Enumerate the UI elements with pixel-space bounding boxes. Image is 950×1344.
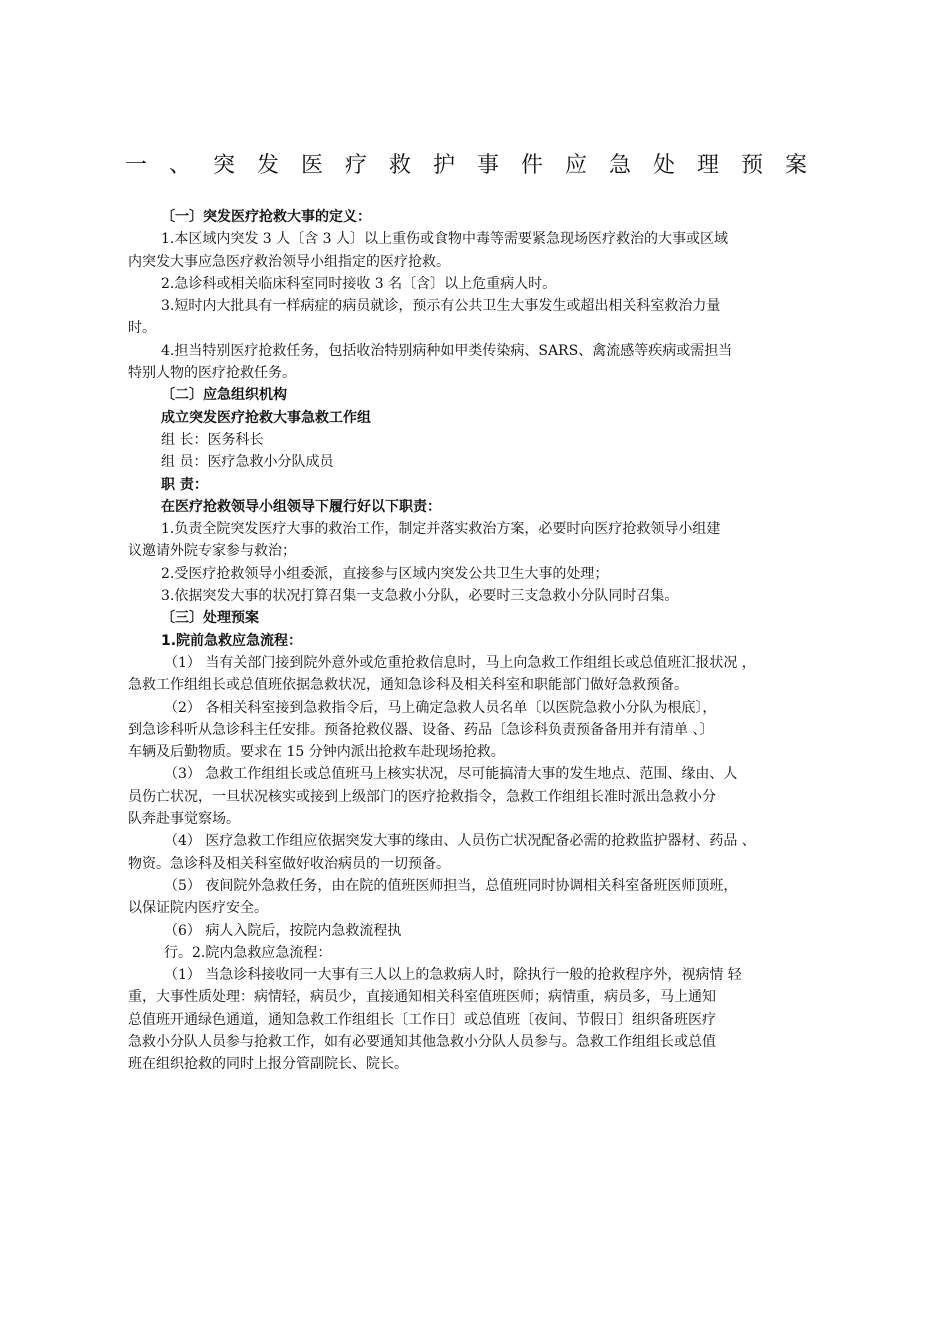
- body-line: 特别人物的医疗抢救任务。: [128, 365, 296, 382]
- body-line: 内突发大事应急医疗救治领导小组指定的医疗抢救。: [128, 253, 450, 270]
- body-line: 议邀请外院专家参与救治；: [128, 543, 296, 560]
- body-line: （4） 医疗急救工作组应依据突发大事的缘由、人员伤亡状况配备必需的抢救监护器材、药品 、: [164, 833, 756, 850]
- body-line: 〔二〕应急组织机构: [161, 387, 287, 404]
- body-line: 以保证院内医疗安全。: [128, 900, 268, 917]
- body-line: 职 责：: [161, 476, 208, 493]
- body-line: 物资。急诊科及相关科室做好收治病员的一切预备。: [128, 855, 450, 872]
- body-line: 4.担当特别医疗抢救任务，包括收治特别病种如甲类传染病、SARS、禽流感等疾病或需担当: [161, 342, 733, 359]
- body-line: （6） 病人入院后，按院内急救流程执: [164, 922, 402, 939]
- body-line: 车辆及后勤物质。要求在 15 分钟内派出抢救车赴现场抢救。: [128, 744, 505, 761]
- body-line: （3） 急救工作组组长或总值班马上核实状况，尽可能搞清大事的发生地点、范围、缘由、人: [164, 766, 738, 783]
- body-line: 在医疗抢救领导小组领导下履行好以下职责：: [161, 498, 441, 515]
- body-line: （1） 当急诊科接收同一大事有三人以上的急救病人时，除执行一般的抢救程序外，视病情 轻: [164, 967, 742, 984]
- body-line: 班在组织抢救的同时上报分管副院长、院长。: [128, 1056, 408, 1073]
- body-line: 1.本区域内突发 3 人〔含 3 人〕以上重伤或食物中毒等需要紧急现场医疗救治的大事或区域: [161, 231, 728, 248]
- body-line: （5） 夜间院外急救任务，由在院的值班医师担当，总值班同时协调相关科室备班医师顶班，: [164, 877, 738, 894]
- body-line: 组 长：医务科长: [161, 431, 264, 448]
- body-line: 重，大事性质处理：病情轻，病员少，直接通知相关科室值班医师；病情重，病员多，马上通知: [128, 989, 716, 1006]
- body-line: 1.负责全院突发医疗大事的救治工作，制定并落实救治方案，必要时向医疗抢救领导小组建: [161, 521, 721, 538]
- body-line: 1.院前急救应急流程：: [161, 632, 303, 649]
- body-line: 2.急诊科或相关临床科室同时接收 3 名〔含〕以上危重病人时。: [161, 275, 557, 292]
- body-line: 队奔赴事觉察场。: [128, 811, 240, 828]
- document-title: 一、突发医疗救护事件应急处理预案: [125, 153, 830, 178]
- body-line: 急救工作组组长或总值班依据急救状况，通知急诊科及相关科室和职能部门做好急救预备。: [128, 677, 688, 694]
- body-line: 组 员：医疗急救小分队成员: [161, 454, 334, 471]
- body-line: 3.短时内大批具有一样病症的病员就诊，预示有公共卫生大事发生或超出相关科室救治力量: [161, 298, 721, 315]
- body-line: 行。2.院内急救应急流程：: [164, 944, 332, 961]
- body-line: （2） 各相关科室接到急救指令后，马上确定急救人员名单〔以医院急救小分队为根底〕，: [164, 699, 717, 716]
- body-line: 急救小分队人员参与抢救工作，如有必要通知其他急救小分队人员参与。急救工作组组长或总值: [128, 1033, 716, 1050]
- document-body: [128, 206, 828, 1076]
- body-line: 时。: [128, 320, 156, 337]
- body-line: （1） 当有关部门接到院外意外或危重抢救信息时，马上向急救工作组组长或总值班汇报状况 ，: [164, 654, 756, 671]
- body-line: 〔一〕突发医疗抢救大事的定义：: [161, 209, 371, 225]
- body-line: 总值班开通绿色通道，通知急救工作组组长〔工作日〕或总值班〔夜间、节假日〕组织备班医疗: [128, 1011, 716, 1028]
- body-line: 成立突发医疗抢救大事急救工作组: [161, 409, 371, 426]
- body-line: 到急诊科听从急诊科主任安排。预备抢救仪器、设备、药品〔急诊科负责预备备用并有清单 、〕: [128, 721, 714, 738]
- body-line: 〔三〕处理预案: [161, 610, 259, 627]
- body-line: 3.依据突发大事的状况打算召集一支急救小分队，必要时三支急救小分队同时召集。: [161, 588, 679, 605]
- body-line: 2.受医疗抢救领导小组委派，直接参与区域内突发公共卫生大事的处理；: [161, 565, 609, 582]
- body-line: 员伤亡状况，一旦状况核实或接到上级部门的医疗抢救指令，急救工作组组长准时派出急救小分: [128, 788, 716, 805]
